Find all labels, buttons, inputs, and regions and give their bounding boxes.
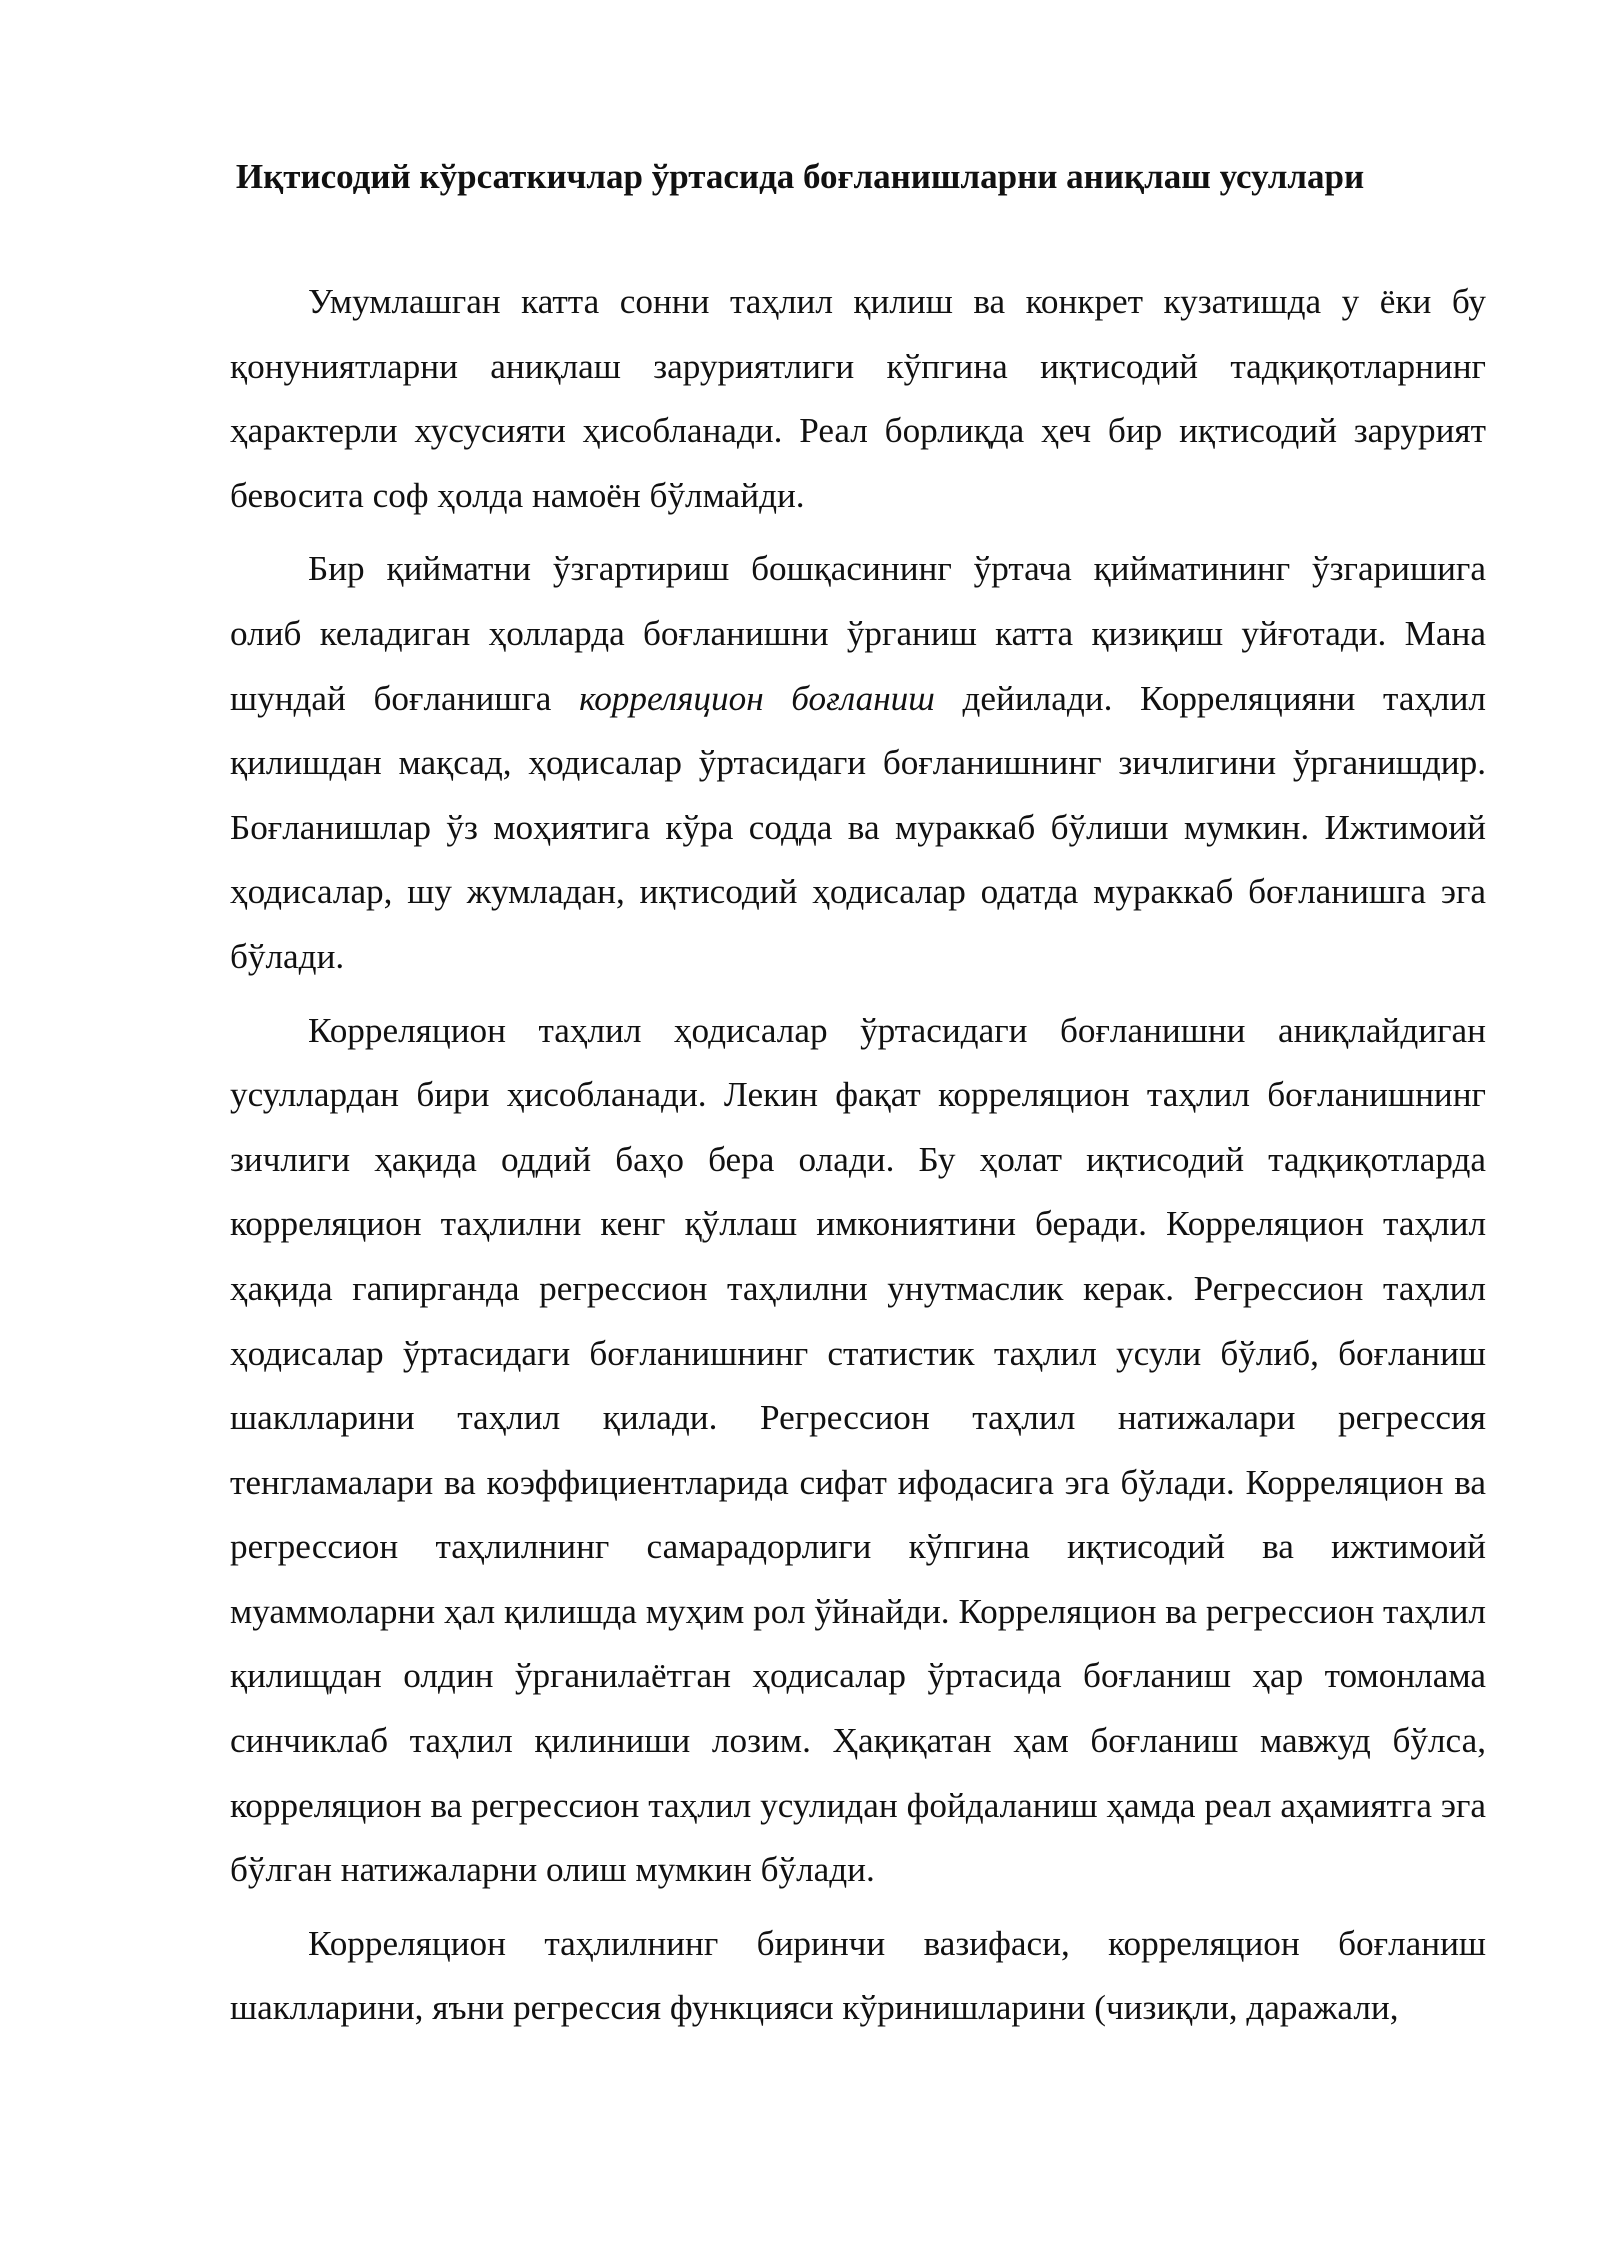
paragraph-1: Умумлашган катта сонни таҳлил қилиш ва конкрет кузатишда у ёки бу қонуниятларни аниқлаш заруриятлиги кўпгина иқтисодий тадқиқотларнинг ҳарактерли хусусияти ҳисобланади. Реал борлиқда ҳеч бир иқтисодий зарурият бевосита соф ҳолда намоён бўлмайди. xyxy=(230,282,1486,515)
document-body xyxy=(230,270,1486,2050)
document-title: Иқтисодий кўрсаткичлар ўртасида боғланишларни аниқлаш усуллари xyxy=(235,157,1365,196)
paragraph-2-after: дейилади. Корреляцияни таҳлил қилишдан мақсад, ҳодисалар ўртасидаги боғланишнинг зичлигини ўрганишдир. Боғланишлар ўз моҳиятига кўра содда ва мураккаб бўлиши мумкин. Ижтимоий ҳодисалар, шу жумладан, иқтисодий ҳодисалар одатда мураккаб боғланишга эга бўлади. xyxy=(230,678,1486,976)
paragraph-2-before: Бир қийматни ўзгартириш бошқасининг ўртача қийматининг ўзгаришига олиб келадиган ҳолларда боғланишни ўрганиш катта қизиқиш уйғотади. Мана шундай боғланишга xyxy=(230,549,1486,718)
paragraph-2-emphasis: корреляцион боғланиш xyxy=(579,678,935,718)
paragraph-4: Корреляцион таҳлилнинг биринчи вазифаси, корреляцион боғланиш шаклларини, яъни регрессия функцияси кўринишларини (чизиқли, даражали, xyxy=(230,1923,1486,2028)
paragraph-2 xyxy=(230,537,1486,989)
paragraph-3: Корреляцион таҳлил ҳодисалар ўртасидаги боғланишни аниқлайдиган усуллардан бири ҳисобланади. Лекин фақат корреляцион таҳлил боғланишнинг зичлиги ҳақида оддий баҳо бера олади. Бу ҳолат иқтисодий тадқиқотларда корреляцион таҳлилни кенг қўллаш имкониятини беради. Корреляцион таҳлил ҳақида гапирганда регрессион таҳлилни унутмаслик керак. Регрессион таҳлил ҳодисалар ўртасидаги боғланишнинг статистик таҳлил усули бўлиб, боғланиш шаклларини таҳлил қилади. Регрессион таҳлил натижалари регрессия тенгламалари ва коэффициентларида сифат ифодасига эга бўлади. Корреляцион ва регрессион таҳлилнинг самарадорлиги кўпгина иқтисодий ва ижтимоий муаммоларни ҳал қилишда муҳим рол ўйнайди. Корреляцион ва регрессион таҳлил қилищдан олдин ўрганилаётган ҳодисалар ўртасида боғланиш ҳар томонлама синчиклаб таҳлил қилиниши лозим. Ҳақиқатан ҳам боғланиш мавжуд бўлса, корреляцион ва регрессион таҳлил усулидан фойдаланиш ҳамда реал аҳамиятга эга бўлган натижаларни олиш мумкин бўлади. xyxy=(230,1010,1486,1890)
